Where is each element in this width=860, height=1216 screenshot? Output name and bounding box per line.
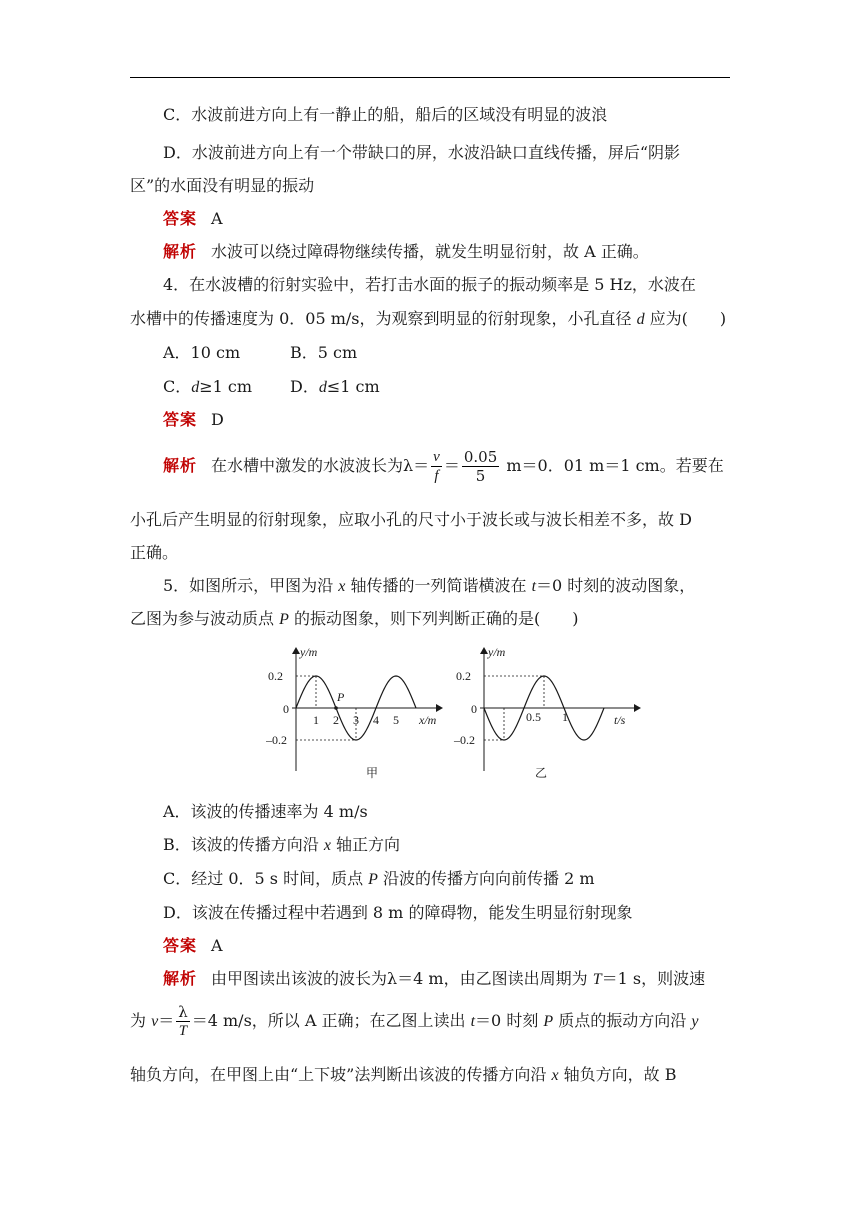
tick-y-bottom: –0.2	[266, 733, 287, 747]
var-t-period: T	[592, 971, 602, 988]
text: B．该波的传播方向沿	[163, 835, 324, 854]
var-d: d	[636, 311, 645, 328]
text: 质点的振动方向沿	[553, 1011, 692, 1030]
var-t: t	[470, 1013, 476, 1030]
answer-5	[163, 935, 223, 957]
numerator: 0.05	[463, 448, 498, 466]
origin-label: 0	[283, 702, 289, 716]
var-t: t	[531, 578, 537, 595]
q5-option-a: A．该波的传播速率为 4 m/s	[163, 802, 368, 821]
text: ＝	[158, 1011, 175, 1030]
option-d-prev-line1: D．水波前进方向上有一个带缺口的屏，水波沿缺口直线传播，屏后“阴影	[163, 143, 681, 162]
analysis-text: 水波可以绕过障碍物继续传播，就发生明显衍射，故 A 正确。	[211, 242, 649, 261]
x-tick-4: 4	[373, 713, 379, 727]
fraction-005-over-5	[462, 448, 499, 485]
text: ＝0 时刻	[475, 1011, 544, 1030]
text: 由甲图读出该波的波长为λ＝4 m，由乙图读出周期为	[211, 969, 593, 988]
point-p-label: P	[337, 690, 345, 704]
analysis-label: 解析	[163, 456, 198, 475]
analysis-label: 解析	[163, 242, 198, 261]
text: 沿波的传播方向向前传播 2 m	[377, 869, 595, 888]
x-tick-05: 0.5	[526, 710, 541, 724]
text: 轴传播的一列简谐横波在	[345, 576, 532, 595]
text: ≥1 cm	[199, 377, 253, 396]
text: C．	[163, 377, 192, 396]
text: ≤1 cm	[326, 377, 380, 396]
text: 轴负方向，在甲图上由“上下坡”法判断出该波的传播方向沿	[130, 1065, 552, 1084]
tick-y-bottom: –0.2	[454, 733, 475, 747]
analysis-5-line3	[130, 1064, 677, 1087]
text: ＝4 m/s，所以 A 正确；在乙图上读出	[191, 1011, 471, 1030]
q5-option-d: D．该波在传播过程中若遇到 8 m 的障碍物，能发生明显衍射现象	[163, 903, 633, 922]
denominator: 5	[475, 467, 486, 485]
fraction-v-over-f	[431, 448, 442, 485]
point-p	[334, 706, 338, 710]
caption-yi: 乙	[535, 766, 548, 780]
text: ＝1 s，则波速	[601, 969, 706, 988]
var-p: P	[368, 871, 378, 888]
x-tick-3: 3	[353, 713, 359, 727]
x-axis-label: x/m	[419, 713, 437, 727]
fraction-lambda-over-t	[176, 1003, 190, 1040]
text: 乙图为参与波动质点	[130, 609, 280, 628]
text: 轴正方向	[330, 835, 401, 854]
numerator: v	[433, 449, 440, 465]
var-p: P	[543, 1013, 554, 1030]
y-axis-label: y/m	[300, 645, 318, 659]
q4-option-a: A．10 cm	[163, 343, 241, 362]
x-tick-5: 5	[393, 713, 399, 727]
y-axis-label: y/m	[488, 645, 506, 659]
q4-option-d	[290, 376, 380, 399]
text: 轴负方向，故 B	[558, 1065, 677, 1084]
analysis-4-line2: 小孔后产生明显的衍射现象，应取小孔的尺寸小于波长或与波长相差不多，故 D	[130, 510, 692, 529]
tick-y-top: 0.2	[456, 669, 471, 683]
var-y: y	[691, 1013, 699, 1030]
question-5-line2	[130, 608, 578, 631]
analysis-5-line1	[163, 968, 705, 991]
answer-label: 答案	[163, 209, 198, 228]
answer-label: 答案	[163, 936, 198, 955]
var-d: d	[191, 379, 200, 396]
text: 的振动图象，则下列判断正确的是( )	[288, 609, 579, 628]
var-x: x	[551, 1067, 559, 1084]
var-p: P	[279, 611, 289, 628]
analysis-4-line1	[163, 448, 724, 485]
q5-option-c	[163, 868, 595, 891]
caption-jia: 甲	[366, 766, 379, 780]
answer-value: A	[211, 936, 223, 955]
wave-graph-jia	[266, 643, 456, 783]
text: D．	[290, 377, 319, 396]
analysis-5-line2	[130, 1003, 698, 1040]
q5-option-b	[163, 834, 400, 857]
var-x: x	[323, 837, 331, 854]
analysis-4-line3: 正确。	[130, 543, 179, 562]
answer-value: A	[211, 209, 223, 228]
option-c-prev: C．水波前进方向上有一静止的船，船后的区域没有明显的波浪	[163, 105, 608, 124]
analysis-label: 解析	[163, 969, 198, 988]
vibration-graph-yi	[452, 643, 648, 783]
answer-4	[163, 409, 224, 431]
text: ＝	[443, 456, 460, 475]
var-v: v	[151, 1013, 159, 1030]
denominator: T	[178, 1023, 188, 1039]
analysis-3	[163, 241, 649, 263]
text: 为	[130, 1011, 152, 1030]
header-rule	[130, 77, 730, 78]
x-tick-1: 1	[313, 713, 319, 727]
question-5-line1	[163, 575, 695, 598]
origin-label: 0	[471, 702, 477, 716]
x-tick-1: 1	[562, 710, 568, 724]
question-4-line2	[130, 308, 726, 331]
var-x: x	[338, 578, 346, 595]
text: 5．如图所示，甲图为沿	[163, 576, 339, 595]
x-tick-2: 2	[333, 713, 339, 727]
tick-y-top: 0.2	[268, 669, 283, 683]
text: C．经过 0．5 s 时间，质点	[163, 869, 369, 888]
text: 水槽中的传播速度为 0．05 m/s，为观察到明显的衍射现象，小孔直径	[130, 309, 637, 328]
option-d-prev-line2: 区”的水面没有明显的振动	[130, 176, 315, 195]
q4-option-c	[163, 376, 252, 399]
var-d: d	[318, 379, 327, 396]
denominator: f	[434, 468, 439, 484]
question-4-line1: 4．在水波槽的衍射实验中，若打击水面的振子的振动频率是 5 Hz，水波在	[163, 275, 696, 294]
answer-value: D	[211, 410, 224, 429]
answer-label: 答案	[163, 410, 198, 429]
q4-option-b: B．5 cm	[290, 343, 358, 362]
text: ＝0 时刻的波动图象，	[536, 576, 696, 595]
answer-3	[163, 208, 223, 230]
text: 应为( )	[644, 309, 727, 328]
text: 在水槽中激发的水波波长为λ＝	[211, 456, 430, 475]
numerator: λ	[178, 1003, 188, 1021]
text: m＝0．01 m＝1 cm。若要在	[501, 456, 724, 475]
x-axis-label: t/s	[614, 713, 626, 727]
